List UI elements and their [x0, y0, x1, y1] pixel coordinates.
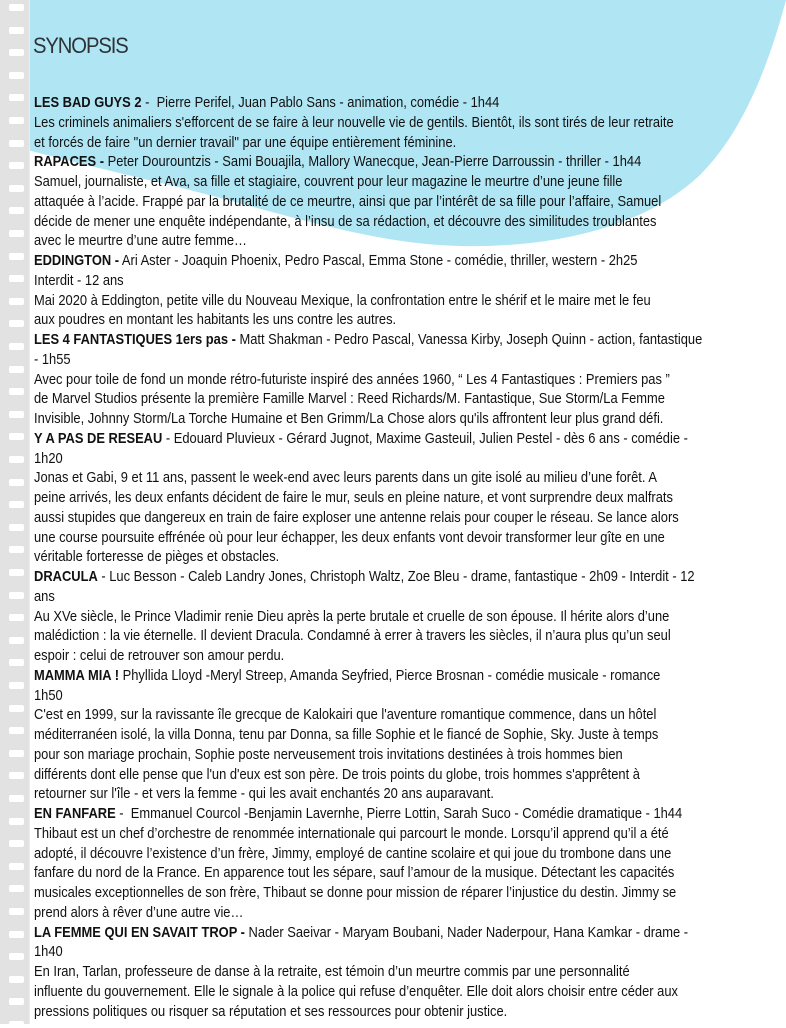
film-header-line [34, 251, 688, 271]
film-synopsis-line: adopté, il découvre l’existence d’un frère, Jimmy, employé de cantine scolaire et qui joue du trombone dans une [34, 844, 672, 862]
film-header-line [34, 330, 703, 350]
film-title: LES 4 FANTASTIQUES 1ers pas - [34, 331, 236, 348]
film-synopsis-line: et forcés de faire "un dernier travail" par une équipe entièrement féminine. [34, 133, 457, 151]
film-strip-hole [9, 298, 24, 305]
film-synopsis-line: aussi stupides que dangereux en train de faire exploser une antenne relais pour couper le réseau. Se lance alors [34, 508, 679, 526]
film-strip-hole [9, 185, 24, 192]
page-title: SYNOPSIS [33, 33, 128, 58]
film-strip-hole [9, 727, 24, 734]
film-strip-hole [9, 592, 24, 599]
synopsis-list [34, 93, 786, 1021]
film-strip-hole [9, 750, 24, 757]
film-entry [34, 429, 786, 567]
film-strip-hole [9, 49, 24, 56]
film-details: - Luc Besson - Caleb Landry Jones, Christoph Waltz, Zoe Bleu - drame, fantastique - 2h09 - Interdit - 12 [97, 568, 695, 585]
film-synopsis-line: retourner sur l'île - et vers la femme - qui les avait enchantés 20 ans auparavant. [34, 785, 494, 803]
film-synopsis-line: attaquée à l’acide. Frappé par la brutalité de ce meurtre, ainsi que par l’intérêt de sa fille pour l’affaire, Samuel [34, 192, 662, 210]
film-synopsis-line: Au XVe siècle, le Prince Vladimir renie Dieu après la perte brutale et cruelle de son épouse. Il hérite alors d’une [34, 607, 670, 625]
film-header-line [34, 923, 688, 943]
film-strip-border [0, 0, 30, 1024]
film-entry [34, 804, 786, 923]
film-strip-hole [9, 72, 24, 79]
film-strip-hole [9, 501, 24, 508]
film-synopsis-line: peine arrivés, les deux enfants décident de faire le mur, seuls en pleine nature, et vont surprendre deux malfrats [34, 489, 673, 506]
film-strip-hole [9, 795, 24, 802]
film-details: - Edouard Pluvieux - Gérard Jugnot, Maxime Gasteuil, Julien Pestel - dès 6 ans - comédie - [162, 429, 688, 447]
film-strip-hole [9, 682, 24, 689]
film-details: - Emmanuel Courcol -Benjamin Lavernhe, Pierre Lottin, Sarah Suco - Comédie dramatique - 1h44 [115, 805, 683, 822]
film-strip-hole [9, 885, 24, 892]
film-strip-hole [9, 772, 24, 779]
film-entry [34, 152, 786, 251]
film-header-line [34, 93, 688, 113]
film-header-line [34, 686, 688, 706]
film-strip-hole [9, 162, 24, 169]
film-strip-hole [9, 524, 24, 531]
film-strip-hole [9, 275, 24, 282]
film-strip-hole [9, 207, 24, 214]
film-synopsis-line: véritable forteresse de pièges et obstacles. [34, 548, 280, 566]
film-strip-hole [9, 614, 24, 621]
film-strip-hole [9, 479, 24, 486]
film-strip-hole [9, 908, 24, 915]
film-synopsis-line: pressions politiques ou risquer sa réputation et ses ressources pour obtenir justice. [34, 1002, 508, 1020]
film-header-line [34, 587, 688, 607]
film-synopsis-line: aux poudres en montant les habitants les uns contre les autres. [34, 311, 397, 329]
film-synopsis-line: avec le meurtre d’une autre femme… [34, 232, 247, 250]
film-header-line [34, 449, 688, 469]
film-strip-hole [9, 343, 24, 350]
film-strip-hole [9, 320, 24, 327]
film-synopsis-line: différents dont elle pense que l'un d'eux est son père. De trois points du globe, trois hommes s'apprêtent à [34, 765, 640, 783]
film-entry [34, 93, 786, 152]
film-synopsis-line: méditerranéen isolé, la villa Donna, tenu par Donna, sa fille Sophie et le fiancé de Sophie, Sky. Juste à temps [34, 726, 659, 743]
film-title: MAMMA MIA ! [34, 666, 120, 684]
film-strip-hole [9, 840, 24, 847]
film-strip-hole [9, 705, 24, 712]
film-strip-hole [9, 953, 24, 960]
film-details: Peter Dourountzis - Sami Bouajila, Mallory Wanecque, Jean-Pierre Darroussin - thriller - 1h44 [104, 153, 642, 171]
film-strip-hole [9, 230, 24, 237]
film-title: DRACULA [34, 568, 98, 585]
film-details: Nader Saeivar - Maryam Boubani, Nader Naderpour, Hana Kamkar - drame - [244, 923, 689, 941]
film-synopsis-line: Thibaut est un chef d’orchestre de renommée internationale qui parcourt le monde. Lorsqu’il apprend qu’il a été [34, 824, 669, 842]
film-title: LA FEMME QUI EN SAVAIT TROP - [34, 923, 245, 941]
film-synopsis-line: Avec pour toile de fond un monde rétro-futuriste inspiré des années 1960, “ Les 4 Fantastiques : Premiers pas ” [34, 370, 670, 388]
film-synopsis-line: prend alors à rêver d’une autre vie… [34, 903, 244, 921]
film-header-line [34, 567, 695, 587]
film-synopsis-line: Samuel, journaliste, et Ava, sa fille et stagiaire, couvrent pour leur magazine le meurtre d’une jeune fille [34, 173, 623, 190]
film-title: RAPACES - [34, 153, 105, 171]
film-details: Ari Aster - Joaquin Phoenix, Pedro Pascal, Emma Stone - comédie, thriller, western - 2h25 [119, 252, 638, 269]
film-synopsis-line: de Marvel Studios présente la première Famille Marvel : Reed Richards/M. Fantastique, Sue Storm/La Femme [34, 390, 665, 408]
film-header-line [34, 666, 688, 686]
film-synopsis-line: Invisible, Johnny Storm/La Torche Humaine et Ben Grimm/La Chose alors qu'ils affrontent leur plus grand défi. [34, 410, 664, 427]
film-details: 1h50 [34, 686, 63, 704]
film-strip-hole [9, 117, 24, 124]
film-strip-hole [9, 253, 24, 260]
film-details: ans [34, 587, 55, 605]
film-header-line [34, 350, 688, 370]
film-strip-hole [9, 637, 24, 644]
film-strip-hole [9, 456, 24, 463]
film-strip-hole [9, 976, 24, 983]
film-strip-hole [9, 546, 24, 553]
film-header-line [34, 152, 688, 172]
film-strip-hole [9, 433, 24, 440]
film-details: 1h20 [34, 449, 63, 467]
film-details: 1h40 [34, 943, 63, 961]
film-details: Phyllida Lloyd -Meryl Streep, Amanda Seyfried, Pierce Brosnan - comédie musicale - romance [119, 666, 661, 684]
film-strip-hole [9, 818, 24, 825]
film-header-line [34, 271, 688, 291]
film-synopsis-line: musicales exceptionnelles de son frère, Thibaut se donne pour mission de réparer l’injustice du destin. Jimmy se [34, 884, 677, 901]
film-synopsis-line: décide de mener une enquête indépendante, à l’insu de sa rédaction, et découvre des similitudes troublantes [34, 212, 657, 230]
film-entry [34, 251, 786, 330]
film-entry [34, 923, 786, 1022]
film-strip-hole [9, 659, 24, 666]
film-strip-hole [9, 94, 24, 101]
film-title: Y A PAS DE RESEAU [34, 429, 163, 447]
film-synopsis-line: Les criminels animaliers s'efforcent de se faire à leur nouvelle vie de gentils. Bientôt, ils sont tirés de leur retraite [34, 113, 674, 131]
film-synopsis-line: Mai 2020 à Eddington, petite ville du Nouveau Mexique, la confrontation entre le shérif et le maire met le feu [34, 291, 651, 309]
film-strip-hole [9, 388, 24, 395]
film-strip-hole [9, 863, 24, 870]
film-strip-hole [9, 4, 24, 11]
film-strip-hole [9, 998, 24, 1005]
film-header-line [34, 804, 688, 824]
film-strip-hole [9, 411, 24, 418]
film-details: Interdit - 12 ans [34, 271, 124, 289]
film-synopsis-line: pour son mariage prochain, Sophie poste nerveusement trois invitations destinées à trois hommes bien [34, 745, 623, 763]
film-entry [34, 666, 786, 804]
film-strip-hole [9, 569, 24, 576]
film-synopsis-line: fanfare du nord de la France. En apparence tout les sépare, sauf l’amour de la musique. Détectant les capacités [34, 864, 675, 882]
film-details: Matt Shakman - Pedro Pascal, Vanessa Kirby, Joseph Quinn - action, fantastique [235, 331, 703, 348]
film-title: EDDINGTON - [34, 252, 120, 269]
film-strip-hole [9, 1021, 24, 1028]
film-synopsis-line: espoir : celui de retrouver son amour perdu. [34, 647, 285, 664]
film-synopsis-line: influente du gouvernement. Elle le signale à la police qui refuse d’enquêter. Elle doit alors choisir entre céder aux [34, 982, 678, 1000]
film-strip-hole [9, 27, 24, 34]
film-entry [34, 330, 786, 429]
film-synopsis-line: C'est en 1999, sur la ravissante île grecque de Kalokairi que l'aventure romantique commence, dans un hôtel [34, 706, 657, 724]
film-synopsis-line: Jonas et Gabi, 9 et 11 ans, passent le week-end avec leurs parents dans un gite isolé au milieu d’une forêt. A [34, 469, 657, 487]
film-details: - Pierre Perifel, Juan Pablo Sans - animation, comédie - 1h44 [141, 94, 500, 111]
film-synopsis-line: une course poursuite effrénée où pour leur échapper, les deux enfants vont devoir transformer leur gîte en une [34, 528, 665, 546]
film-details: - 1h55 [34, 350, 71, 368]
film-synopsis-line: malédiction : la vie éternelle. Il devient Dracula. Condamné à errer à travers les siècles, il n’aura plus qu’un seul [34, 627, 671, 645]
film-header-line [34, 942, 688, 962]
film-strip-hole [9, 931, 24, 938]
film-header-line [34, 429, 688, 449]
film-entry [34, 567, 786, 666]
film-synopsis-line: En Iran, Tarlan, professeure de danse à la retraite, est témoin d’un meurtre commis par une personnalité [34, 963, 630, 980]
film-title: LES BAD GUYS 2 [34, 94, 142, 111]
film-strip-hole [9, 140, 24, 147]
film-title: EN FANFARE [34, 805, 116, 822]
film-strip-hole [9, 366, 24, 373]
